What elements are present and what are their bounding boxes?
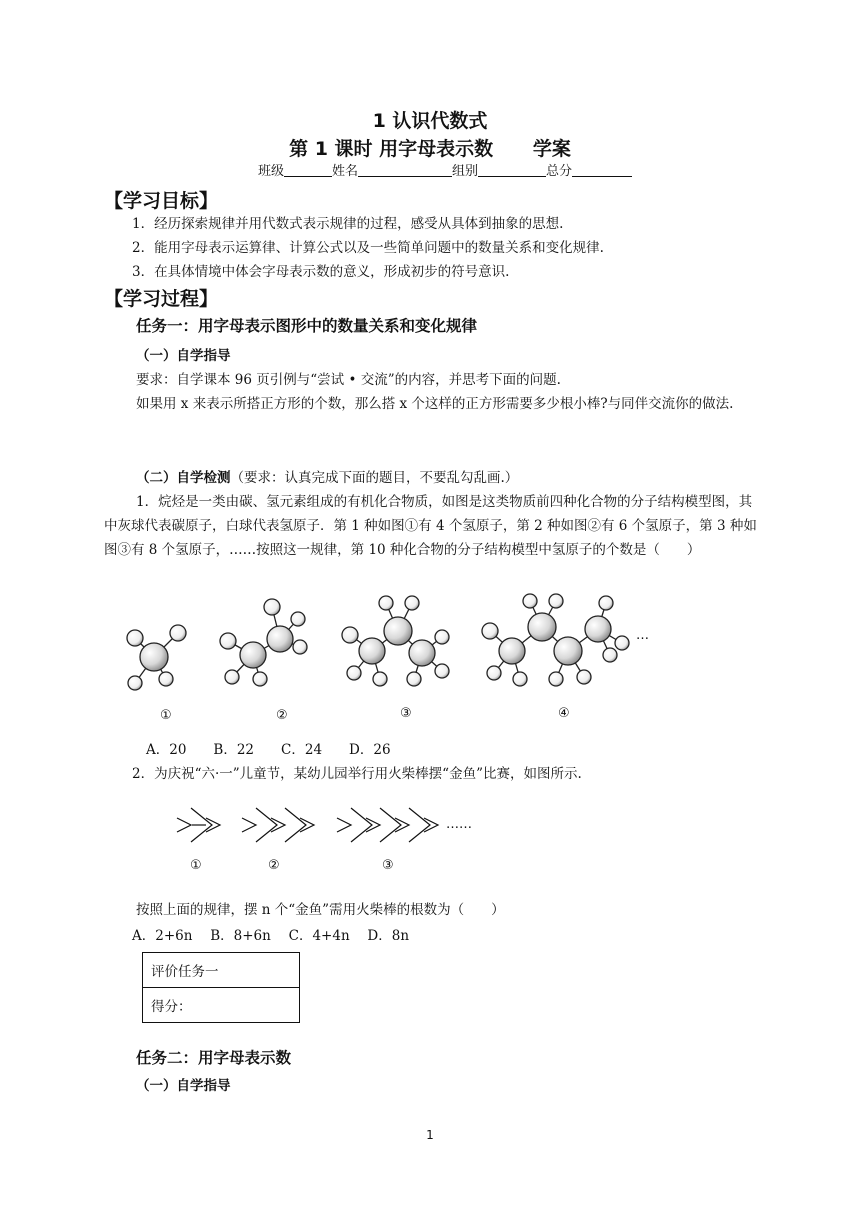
question-2-text: 2．为庆祝“六·一”儿童节，某幼儿园举行用火柴棒摆“金鱼”比赛，如图所示. [132, 766, 582, 782]
page-subtitle: 第 1 课时 用字母表示数 学案 [289, 138, 571, 160]
task1-guide-question: 如果用 x 来表示所搭正方形的个数，那么搭 x 个这样的正方形需要多少根小棒?与同伴交流你的做法. [136, 396, 734, 412]
goldfish-1 [177, 808, 220, 842]
evaluation-table [142, 952, 300, 1023]
goldfish-label-2: ② [268, 858, 280, 873]
goldfish-label-3: ③ [382, 858, 394, 873]
class-label: 班级 [258, 164, 285, 179]
task1-check-heading: （二）自学检测 [136, 470, 231, 486]
question-1-options: A．20 B．22 C．24 D．26 [146, 742, 391, 758]
goldfish-ellipsis: …… [446, 817, 472, 832]
total-field[interactable] [572, 162, 632, 177]
group-label: 组别 [452, 164, 479, 179]
question-2-question: 按照上面的规律，摆 n 个“金鱼”需用火柴棒的根数为（ ） [136, 902, 505, 918]
task1-title: 任务一：用字母表示图形中的数量关系和变化规律 [136, 317, 478, 335]
class-field[interactable] [284, 162, 332, 177]
name-label: 姓名 [332, 164, 359, 179]
goldfish-figure [172, 800, 462, 850]
student-info-line [258, 160, 632, 184]
question-2-options: A．2+6n B．8+6n C．4+4n D．8n [132, 928, 410, 944]
goldfish-label-1: ① [190, 858, 202, 873]
task1-check-line [136, 466, 518, 490]
molecule-3 [342, 596, 449, 686]
molecule-2 [220, 599, 307, 686]
molecule-ellipsis: … [636, 628, 649, 643]
molecule-figure [110, 595, 670, 735]
process-heading: 【学习过程】 [104, 288, 219, 310]
name-field[interactable] [358, 162, 452, 177]
goals-heading: 【学习目标】 [104, 190, 219, 212]
goal-item-1: 1．经历探索规律并用代数式表示规律的过程，感受从具体到抽象的思想. [132, 216, 564, 232]
molecule-1 [127, 625, 186, 690]
goal-item-2: 2．能用字母表示运算律、计算公式以及一些简单问题中的数量关系和变化规律. [132, 240, 604, 256]
molecule-label-4: ④ [558, 706, 570, 721]
molecule-label-2: ② [276, 708, 288, 723]
task1-guide-heading: （一）自学指导 [136, 348, 231, 364]
group-field[interactable] [478, 162, 546, 177]
task1-guide-requirement: 要求：自学课本 96 页引例与“尝试 • 交流”的内容，并思考下面的问题. [136, 372, 561, 388]
task2-title: 任务二：用字母表示数 [136, 1049, 292, 1067]
molecule-label-1: ① [160, 708, 172, 723]
task2-guide-heading: （一）自学指导 [136, 1078, 231, 1094]
task1-check-requirement: （要求：认真完成下面的题目，不要乱勾乱画.） [230, 470, 519, 486]
goldfish-2 [242, 808, 314, 842]
goldfish-3 [337, 808, 438, 842]
molecule-4 [482, 594, 629, 686]
total-label: 总分 [546, 164, 573, 179]
page-number: 1 [426, 1128, 434, 1142]
question-1-text: 1．烷烃是一类由碳、氢元素组成的有机化合物质，如图是这类物质前四种化合物的分子结构模型图，其中灰球代表碳原子，白球代表氢原子．第 1 种如图①有 4 个氢原子，第 2 种如图②有 6 个氢原子，第 3 种如图③有 8 个氢原子，……按照这一规律，第 10 种化合物的分子结构模型中氢原子的个数是（ ） [104, 494, 757, 558]
evaluation-label: 评价任务一 [143, 953, 300, 988]
page-title: 1 认识代数式 [372, 110, 488, 132]
molecule-label-3: ③ [400, 706, 412, 721]
goal-item-3: 3．在具体情境中体会字母表示数的意义，形成初步的符号意识. [132, 264, 510, 280]
score-cell[interactable]: 得分： [143, 988, 300, 1023]
